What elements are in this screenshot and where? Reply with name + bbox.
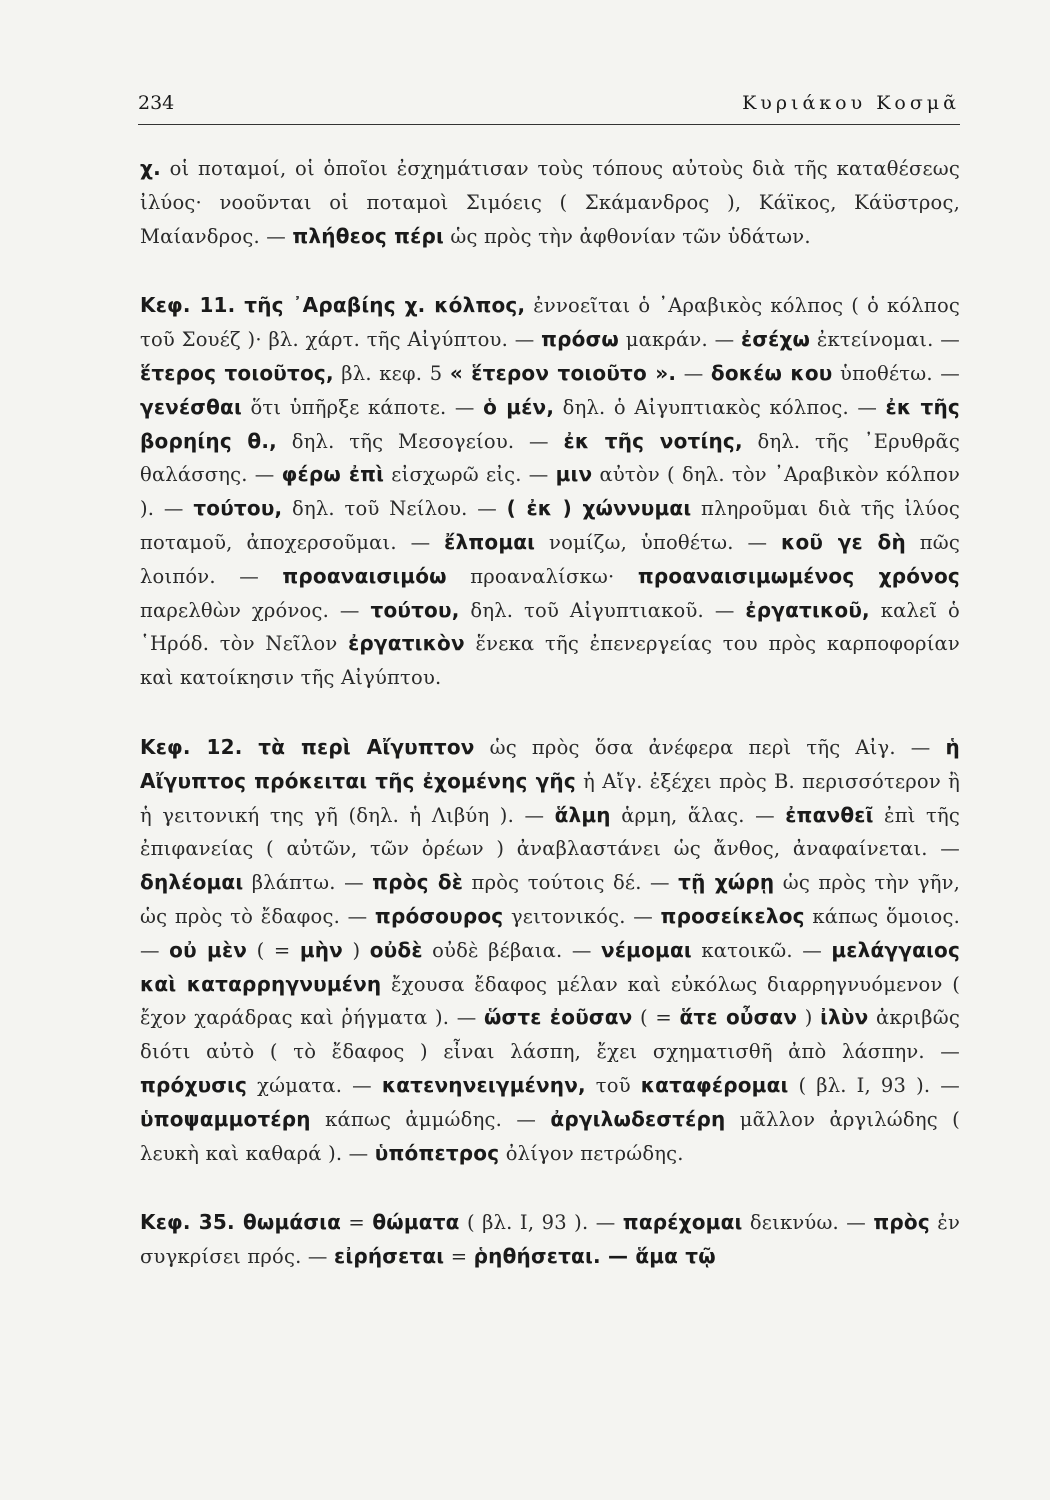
lemma-term: τῇ χώρῃ	[678, 870, 775, 895]
lemma-term: εἰρήσεται	[334, 1244, 445, 1269]
gloss-text: μᾶλλον ἀργιλώδης ( λευκὴ καὶ καθαρά ). —	[140, 1107, 960, 1165]
paragraph-kef-35	[140, 1206, 960, 1274]
lemma-term: τούτου,	[193, 496, 283, 521]
lemma-term: ὑπόπετρος	[374, 1140, 500, 1165]
gloss-text: ( =	[632, 1006, 680, 1030]
gloss-text: —	[676, 361, 711, 385]
running-title: Κυριάκου Κοσμᾶ	[742, 92, 960, 114]
gloss-text: δεικνύω. —	[742, 1211, 874, 1235]
gloss-text: βλ. κεφ. 5	[333, 361, 450, 385]
gloss-text: κατοικῶ. —	[691, 938, 832, 962]
commentary-body	[140, 152, 960, 1274]
lemma-term: ῥηθήσεται. — ἅμα τῷ	[473, 1244, 716, 1269]
gloss-text: ἐπὶ τῆς ἐπιφανείας ( αὐτῶν, τῶν ὀρέων ) ἀναβλαστάνει ὡς ἄνθος, ἀναφαίνεται. —	[140, 803, 961, 861]
lemma-term: ἰλὺν	[820, 1005, 869, 1030]
lemma-term: ἕτερος τοιοῦτος,	[140, 360, 334, 385]
paragraph-1	[140, 152, 960, 253]
lemma-term: ὥστε ἐοῦσαν	[483, 1005, 633, 1030]
lemma-term: πρὸς δὲ	[372, 870, 464, 895]
lemma-term: κοῦ γε δὴ	[781, 529, 906, 554]
gloss-text: πρὸς τούτοις δέ. —	[463, 871, 679, 895]
gloss-text: ἕνεκα τῆς ἐπενεργείας του πρὸς καρποφορίαν καὶ κατοίκησιν τῆς Αἰγύπτου.	[140, 632, 960, 690]
gloss-text: ἔχουσα ἔδαφος μέλαν καὶ εὐκόλως διαρρηγνυόμενον ( ἔχον χαράδρας καὶ ῥήγματα ). —	[140, 972, 961, 1030]
lemma-term: χ.	[140, 156, 161, 180]
gloss-text: δηλ. τῆς ᾿Ερυθρᾶς θαλάσσης. —	[140, 429, 960, 487]
gloss-text: μακράν. —	[618, 328, 742, 352]
page-number: 234	[138, 92, 175, 114]
lemma-term: κατενηνειγμένην,	[381, 1072, 586, 1097]
gloss-text: πῶς λοιπόν. —	[140, 530, 960, 588]
lemma-term: ἐσέχω	[741, 327, 811, 352]
paragraph-kef-11	[140, 289, 960, 695]
gloss-text: δηλ. τοῦ Αἰγυπτιακοῦ. —	[459, 598, 746, 622]
gloss-text: )	[343, 938, 370, 962]
lemma-term: προσείκελος	[660, 903, 805, 928]
gloss-text: καλεῖ ὁ ῾Ηρόδ. τὸν Νεῖλον	[140, 598, 960, 656]
lemma-term: δοκέω κου	[710, 360, 833, 385]
lemma-term: μελάγγαιος καὶ καταρρηγνυμένη	[140, 937, 960, 996]
gloss-text: γειτονικός. —	[503, 904, 661, 928]
paragraph-kef-12	[140, 731, 960, 1170]
gloss-text: ἐννοεῖται ὁ ᾿Αραβικὸς κόλπος ( ὁ κόλπος τοῦ Σουέζ )· βλ. χάρτ. τῆς Αἰγύπτου. —	[140, 294, 961, 352]
gloss-text: εἰσχωρῶ εἰς. —	[384, 463, 556, 487]
lemma-term: ἅλμη	[554, 802, 611, 827]
gloss-text: κάπως ἀμμώδης. —	[310, 1107, 551, 1131]
lemma-term: ( ἐκ ) χώννυμαι	[506, 496, 692, 521]
lemma-term: προαναισιμωμένος χρόνος	[637, 563, 960, 588]
gloss-text: νομίζω, ὑποθέτω. —	[535, 530, 782, 554]
lemma-term: μὴν	[299, 937, 344, 962]
gloss-text: ( βλ. Ι, 93 ). —	[788, 1073, 960, 1097]
lemma-term: ἀργιλωδεστέρη	[550, 1106, 726, 1131]
gloss-text: οἱ ποταμοί, οἱ ὁποῖοι ἐσχημάτισαν τοὺς τόπους αὐτοὺς διὰ τῆς καταθέσεως ἰλύος· νοοῦνται οἱ ποταμοὶ Σιμόεις ( Σκάμανδρος ), Κάϊκος, Κάϋστρος, Μαίανδρος. —	[140, 157, 960, 248]
lemma-term: μιν	[555, 462, 593, 487]
lemma-term: Κεφ. 35. θωμάσια	[140, 1210, 342, 1235]
lemma-term: ἐπανθεῖ	[785, 802, 874, 827]
gloss-text: χώματα. —	[247, 1073, 382, 1097]
gloss-text: ( βλ. Ι, 93 ). —	[459, 1211, 623, 1235]
gloss-text: ὡς πρὸς τὴν ἀφθονίαν τῶν ὑδάτων.	[443, 224, 811, 248]
gloss-text: =	[341, 1211, 373, 1235]
lemma-term: ὑποψαμμοτέρη	[140, 1106, 311, 1131]
gloss-text: ἐκτείνομαι. —	[810, 328, 960, 352]
lemma-term: οὐδὲ	[369, 937, 423, 962]
gloss-text: παρελθὼν χρόνος. —	[140, 598, 371, 622]
gloss-text: ἐν συγκρίσει πρός. —	[140, 1211, 961, 1269]
lemma-term: καταφέρομαι	[640, 1072, 789, 1097]
gloss-text: δηλ. ὁ Αἰγυπτιακὸς κόλπος. —	[554, 395, 886, 419]
lemma-term: νέμομαι	[601, 937, 692, 962]
lemma-term: θώματα	[372, 1210, 460, 1235]
gloss-text: ἀκριβῶς διότι αὐτὸ ( τὸ ἔδαφος ) εἶναι λάσπη, ἔχει σχηματισθῆ ἀπὸ λάσπην. —	[140, 1006, 960, 1064]
lemma-term: πρόσουρος	[374, 903, 504, 928]
gloss-text: )	[797, 1006, 821, 1030]
lemma-term: πρὸς	[873, 1210, 930, 1235]
lemma-term: ἐργατικοῦ,	[745, 597, 870, 622]
lemma-term: ἐργατικὸν	[348, 631, 465, 656]
gloss-text: ὡς πρὸς ὅσα ἀνέφερα περὶ τῆς Αἰγ. —	[474, 735, 946, 759]
lemma-term: παρέχομαι	[622, 1210, 743, 1235]
gloss-text: ὅτι ὑπῆρξε κάποτε. —	[241, 395, 484, 419]
gloss-text: κάπως ὅμοιος. —	[140, 904, 960, 962]
gloss-text: ὀλίγον πετρώδης.	[499, 1141, 684, 1165]
gloss-text: προαναλίσκω·	[446, 564, 638, 588]
lemma-term: τούτου,	[370, 597, 460, 622]
lemma-term: « ἕτερον τοιοῦτο ».	[449, 360, 677, 385]
gloss-text: =	[444, 1245, 474, 1269]
lemma-term: πρόχυσις	[140, 1072, 248, 1097]
lemma-term: προαναισιμόω	[282, 563, 447, 588]
gloss-text: ( =	[247, 938, 300, 962]
gloss-text: ἁρμη, ἅλας. —	[610, 803, 786, 827]
lemma-term: φέρω ἐπὶ	[281, 462, 385, 487]
gloss-text: αὐτὸν ( δηλ. τὸν ᾿Αραβικὸν κόλπον ). —	[140, 463, 960, 521]
lemma-term: γενέσθαι	[140, 394, 242, 419]
gloss-text: ὡς πρὸς τὴν γῆν, ὡς πρὸς τὸ ἔδαφος. —	[140, 871, 961, 928]
lemma-term: πρόσω	[541, 327, 619, 352]
gloss-text: πληροῦμαι διὰ τῆς ἰλύος ποταμοῦ, ἀποχερσοῦμαι. —	[140, 497, 961, 554]
gloss-text: δηλ. τοῦ Νείλου. —	[282, 497, 507, 521]
lemma-term: ἅτε οὖσαν	[679, 1005, 798, 1030]
lemma-term: ἔλπομαι	[444, 529, 536, 554]
gloss-text: ἡ Αἴγ. ἐξέχει πρὸς Β. περισσότερον ἢ ἡ γειτονική της γῆ (δηλ. ἡ Λιβύη ). —	[140, 769, 960, 827]
lemma-term: ἐκ τῆς νοτίης,	[563, 428, 743, 453]
lemma-term: Κεφ. 12. τὰ περὶ Αἴγυπτον	[140, 734, 475, 759]
gloss-text: δηλ. τῆς Μεσογείου. —	[276, 429, 564, 453]
lemma-term: Κεφ. 11. τῆς ᾿Αραβίης χ. κόλπος,	[140, 293, 526, 318]
gloss-text: τοῦ	[585, 1073, 641, 1097]
lemma-term: δηλέομαι	[140, 870, 244, 895]
gloss-text: βλάπτω. —	[243, 871, 373, 895]
lemma-term: ἐκ τῆς βορηίης θ.,	[140, 394, 960, 453]
lemma-term: ὁ μέν,	[483, 394, 555, 419]
lemma-term: ἡ Αἴγυπτος πρόκειται τῆς ἐχομένης γῆς	[140, 734, 960, 793]
lemma-term: πλήθεος πέρι	[292, 223, 444, 248]
gloss-text: οὐδὲ βέβαια. —	[422, 938, 602, 962]
gloss-text: ὑποθέτω. —	[832, 361, 960, 385]
page-header	[138, 90, 960, 125]
lemma-term: οὐ μὲν	[169, 937, 248, 962]
